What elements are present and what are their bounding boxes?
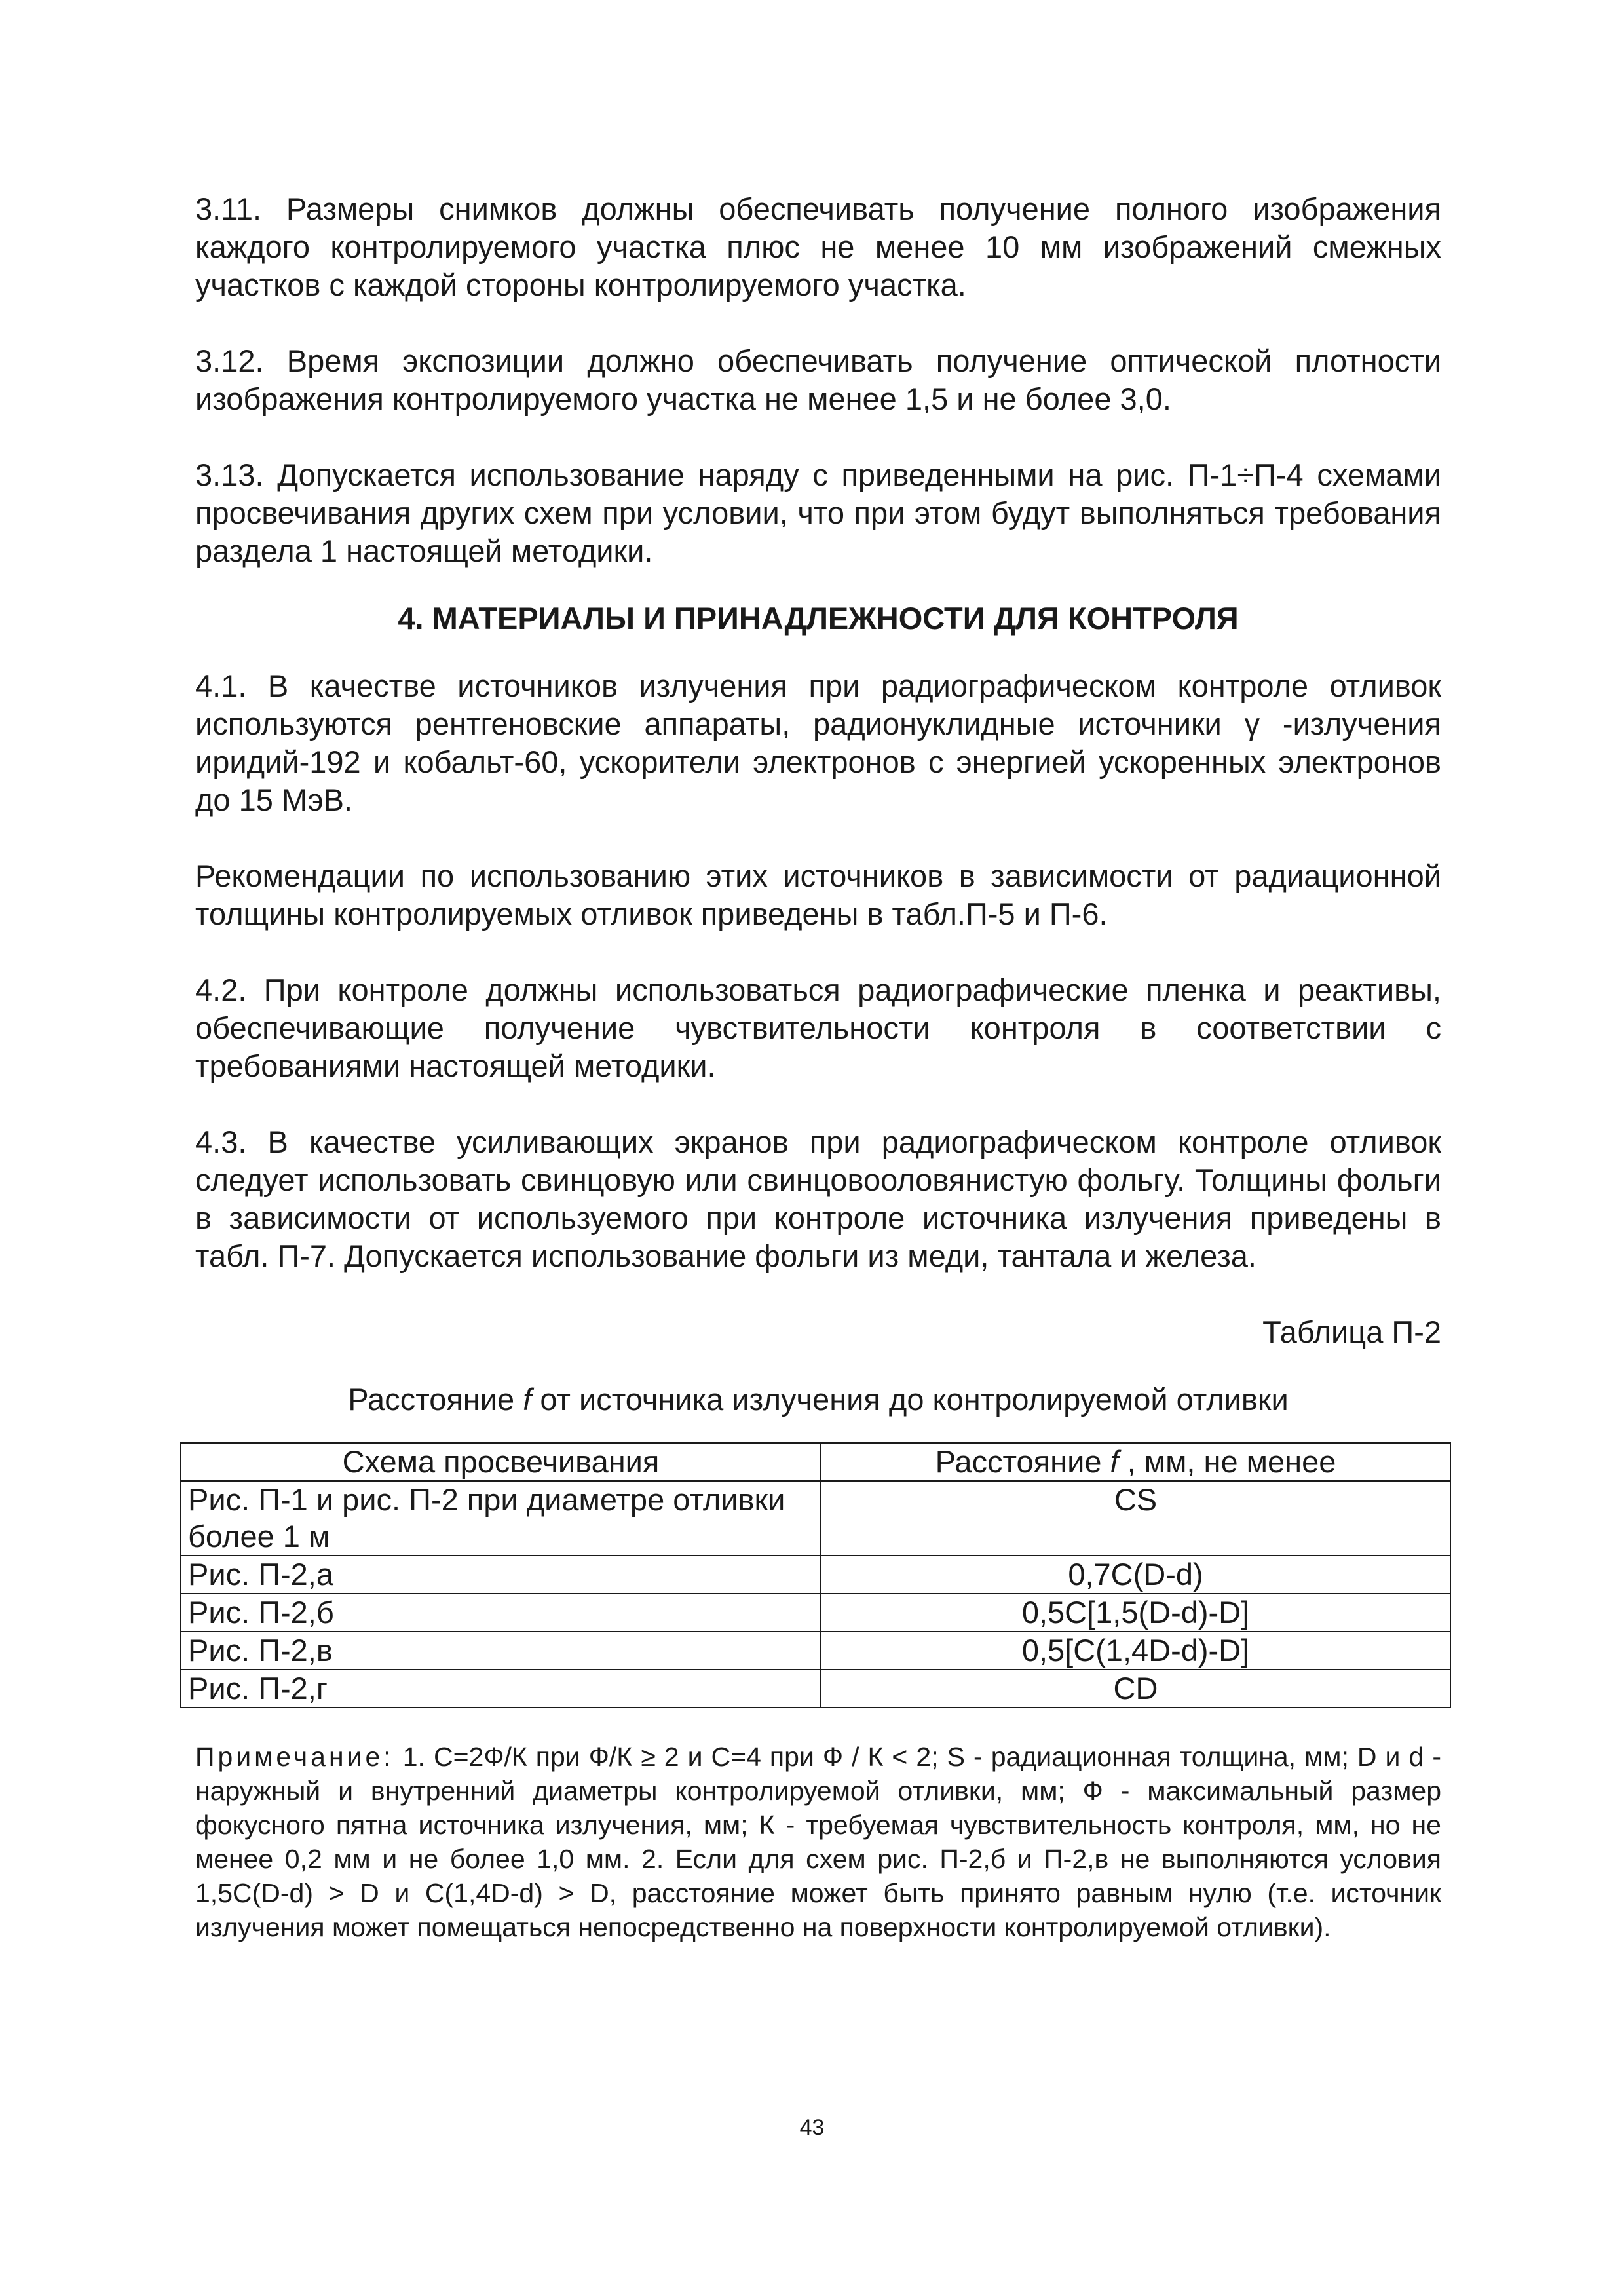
spacer xyxy=(195,933,1441,971)
cell-scheme: Рис. П-2,г xyxy=(181,1670,821,1708)
header-variable: f xyxy=(1110,1444,1119,1479)
paragraph-3-12: 3.12. Время экспозиции должно обеспечивать получение оптической плотности изображения контролируемого участка не менее 1,5 и не более 3,0. xyxy=(195,343,1441,416)
table-caption xyxy=(195,1381,1441,1419)
spacer xyxy=(195,638,1441,667)
header-scheme: Схема просвечивания xyxy=(181,1443,821,1481)
spacer xyxy=(195,418,1441,456)
caption-part: от источника излучения до контролируемой отливки xyxy=(531,1382,1289,1417)
table-row xyxy=(181,1481,1450,1556)
spacer xyxy=(195,819,1441,857)
header-part: Расстояние xyxy=(935,1444,1110,1479)
spacer xyxy=(195,1708,1441,1740)
cell-distance: 0,5С[1,5(D-d)-D] xyxy=(821,1594,1450,1632)
header-distance xyxy=(821,1443,1450,1481)
paragraph-4-3: 4.3. В качестве усиливающих экранов при радиографическом контроле отливок следует использовать свинцовую или свинцовооловянистую фольгу. Толщины фольги в зависимости от используемого при контроле источника излучения приведены в табл. П-7. Допускается использование фольги из меди, тантала и железа. xyxy=(195,1124,1441,1273)
spacer xyxy=(195,570,1441,600)
distance-table xyxy=(180,1442,1451,1708)
table-header-row xyxy=(181,1443,1450,1481)
cell-scheme: Рис. П-2,в xyxy=(181,1632,821,1670)
cell-distance: CS xyxy=(821,1481,1450,1556)
cell-distance: 0,5[C(1,4D-d)-D] xyxy=(821,1632,1450,1670)
paragraph-3-11: 3.11. Размеры снимков должны обеспечивать получение полного изображения каждого контролируемого участка плюс не менее 10 мм изображений смежных участков с каждой стороны контролируемого участка. xyxy=(195,191,1441,302)
table-row xyxy=(181,1670,1450,1708)
caption-part: Расстояние xyxy=(348,1382,523,1417)
paragraph-3-13: 3.13. Допускается использование наряду с приведенными на рис. П-1÷П-4 схемами просвечивания других схем при условии, что при этом будут выполняться требования раздела 1 настоящей методики. xyxy=(195,457,1441,568)
spacer xyxy=(195,1419,1441,1442)
cell-distance: 0,7С(D-d) xyxy=(821,1556,1450,1594)
document-page xyxy=(188,190,1441,1944)
paragraph-4-1: 4.1. В качестве источников излучения при радиографическом контроле отливок используются рентгеновские аппараты, радионуклидные источники γ -излучения иридий-192 и кобальт-60, ускорители электронов с энергией ускоренных электронов до 15 МэВ. xyxy=(195,668,1441,817)
table-label: Таблица П-2 xyxy=(1262,1314,1441,1349)
table-note xyxy=(195,1740,1441,1944)
cell-scheme: Рис. П-2,б xyxy=(181,1594,821,1632)
note-text: 1. С=2Ф/К при Ф/К ≥ 2 и С=4 при Ф / К < 2; S - радиационная толщина, мм; D и d - наружный и внутренний диаметры контролируемой отливки, мм; Ф - максимальный размер фокусного пятна источника излучения, мм; К - требуемая чувствительность контроля, мм, но не менее 0,2 мм и не более 1,0 мм. 2. Если для схем рис. П-2,б и П-2,в не выполняются условия 1,5С(D-d) > D и С(1,4D-d) > D, расстояние может быть принято равным нулю (т.е. источник излучения может помещаться непосредственно на поверхности контролируемой отливки). xyxy=(195,1742,1441,1942)
page-number: 43 xyxy=(799,2115,825,2140)
note-label: Примечание: xyxy=(195,1742,394,1772)
table-row xyxy=(181,1556,1450,1594)
paragraph-recommendations: Рекомендации по использованию этих источников в зависимости от радиационной толщины контролируемых отливок приведены в табл.П-5 и П-6. xyxy=(195,858,1441,931)
paragraph-4-2: 4.2. При контроле должны использоваться радиографические пленка и реактивы, обеспечивающие получение чувствительности контроля в соответствии с требованиями настоящей методики. xyxy=(195,972,1441,1083)
caption-variable: f xyxy=(523,1382,532,1417)
section-heading: 4. МАТЕРИАЛЫ И ПРИНАДЛЕЖНОСТИ ДЛЯ КОНТРОЛЯ xyxy=(398,601,1239,636)
header-part: , мм, не менее xyxy=(1118,1444,1336,1479)
spacer xyxy=(195,1085,1441,1123)
spacer xyxy=(195,1351,1441,1381)
cell-distance: CD xyxy=(821,1670,1450,1708)
table-row xyxy=(181,1632,1450,1670)
cell-scheme: Рис. П-2,а xyxy=(181,1556,821,1594)
table-row xyxy=(181,1594,1450,1632)
spacer xyxy=(195,304,1441,342)
cell-scheme: Рис. П-1 и рис. П-2 при диаметре отливки более 1 м xyxy=(181,1481,821,1556)
spacer xyxy=(195,1275,1441,1313)
